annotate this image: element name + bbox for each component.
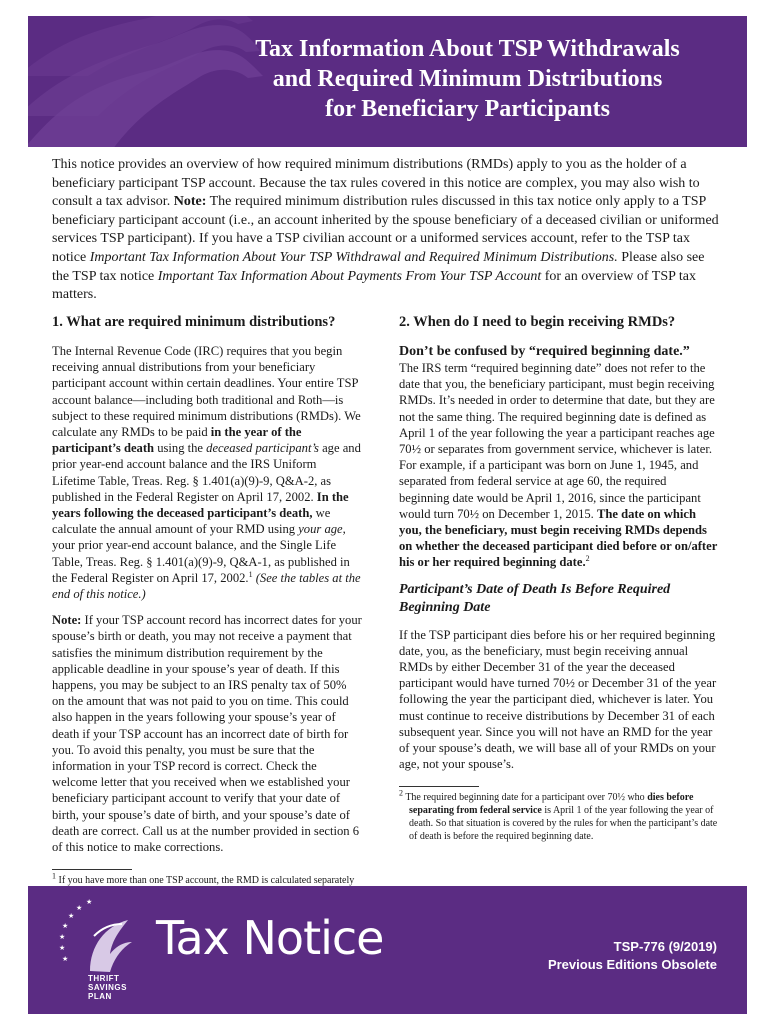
footnote-divider	[52, 869, 132, 870]
form-number: TSP-776 (9/2019)	[613, 939, 717, 954]
obsolete-notice: Previous Editions Obsolete	[547, 957, 717, 972]
footnote-divider	[399, 786, 479, 787]
tax-notice-title: Tax Notice	[156, 911, 384, 965]
footnote-1: $^1$ If you have more than one TSP account, the RMD is calculated separately	[52, 871, 355, 887]
tsp-logo-text: THRIFT SAVINGS PLAN	[88, 974, 127, 1001]
svg-text:★: ★	[86, 898, 93, 906]
header-banner	[28, 16, 747, 147]
section-1-heading: 1. What are required minimum distributions?	[52, 314, 336, 330]
section-2-subheading-death-before: Participant’s Date of Death Is Before Required Beginning Date	[399, 581, 671, 615]
document-title: Tax Information About TSP Withdrawals and Required Minimum Distributions for Beneficiary Participants	[255, 36, 680, 122]
svg-text:★: ★	[59, 944, 66, 952]
svg-text:★: ★	[68, 912, 75, 920]
svg-text:★: ★	[62, 922, 69, 930]
section-1-note-paragraph: Note: If your TSP account record has incorrect dates for your spouse’s birth or death, you may not receive a payment that satisfies the minimum distribution requirement by the applicable deadline in your spouse’s year of death. If this happens, you may be subject to an IRS penalty tax of 50% on the amount that was not paid to you on time. This could also happen in the years following your spouse’s year of death if your TSP account has an incorrect date of birth for you. To avoid this penalty, you must be sure that the information in your TSP record is correct. Check the welcome letter that you received when we established your beneficiary participant account to verify that your date of birth, your spouse’s date of birth, and your spouse’s date of death are correct. Call us at the number provided in section 6 of this notice to make corrections.	[52, 613, 362, 855]
svg-text:★: ★	[62, 955, 69, 963]
section-1	[52, 313, 362, 900]
section-1-paragraph-1: The Internal Revenue Code (IRC) requires that you begin receiving annual distributions from your beneficiary participant account within certain deadlines. Your entire TSP account balance—including both traditional and Roth—is subject to these required minimum distributions (RMDs). We calculate any RMDs to be paid in the year of the participant’s death using the deceased participant’s age and prior year-end account balance and the IRS Uniform Lifetime Table, Treas. Reg. § 1.401(a)(9)-9, Q&A-2, as published in the Federal Register on April 17, 2002. In the years following the deceased participant’s death, we calculate the annual amount of your RMD using your age, your prior year-end account balance, and the Single Life Table, Treas. Reg. § 1.401(a)(9)-9, Q&A-1, as published in the Federal Register on April 17, 2002.$^1$ (See the tables at the end of this notice.)	[52, 344, 361, 602]
footer-banner	[28, 886, 747, 1014]
section-2-paragraph-1: The IRS term “required beginning date” does not refer to the date that you, the beneficiary participant, must begin receiving RMDs. It’s needed in order to determine that date, but they are not the same thing. The required beginning date is defined as April 1 of the year following the year a participant reaches age 70½ or separates from government service, whichever is later. For example, if a participant was born on June 1, 1945, and separated from federal service at age 60, the required beginning date would be April 1, 2016, since the participant would turn 70½ on December 1, 2015. The date on which you, the beneficiary, must begin receiving RMDs depends on whether the deceased participant died before or on/after his or her required beginning date.$^2$	[399, 361, 718, 570]
form-code	[548, 938, 717, 974]
section-2-paragraph-2: If the TSP participant dies before his or her required beginning date, you, as the beneficiary, must begin receiving annual RMDs by either December 31 of the year the deceased participant would have turned 70½ or December 31 of the year following the year the participant died, whichever is later. You must continue to receive distributions by December 31 of each subsequent year. Since you will not have an RMD for the year of your spouse’s death, we will base all of your RMDs on your age, not your spouse’s.	[399, 627, 717, 772]
section-2-subheading-rbd: Don’t be confused by “required beginning date.”	[399, 344, 690, 359]
svg-text:★: ★	[76, 904, 83, 912]
section-2-heading: 2. When do I need to begin receiving RMDs?	[399, 314, 676, 330]
svg-text:★: ★	[59, 933, 66, 941]
section-2	[399, 313, 719, 843]
intro-paragraph: This notice provides an overview of how required minimum distributions (RMDs) apply to you as the holder of a beneficiary participant TSP account. Because the tax rules covered in this notice are complex, you may also wish to consult a tax advisor. Note: The required minimum distribution rules discussed in this tax notice only apply to a TSP beneficiary participant account (i.e., an account inherited by the spouse beneficiary of a deceased civilian or uniformed services TSP participant). If you have a TSP civilian account or a uniformed services account, refer to the TSP tax notice Important Tax Information About Your TSP Withdrawal and Required Minimum Distributions. Please also see the TSP tax notice Important Tax Information About Payments From Your TSP Account for an overview of TSP tax matters.	[52, 157, 719, 303]
footnote-2: $^2$ The required beginning date for a participant over 70½ who dies before separating from federal service is April 1 of the year following the year of death. So that situation is covered by the rules for when the participant’s date of death is before the required beginning date.	[399, 789, 718, 843]
